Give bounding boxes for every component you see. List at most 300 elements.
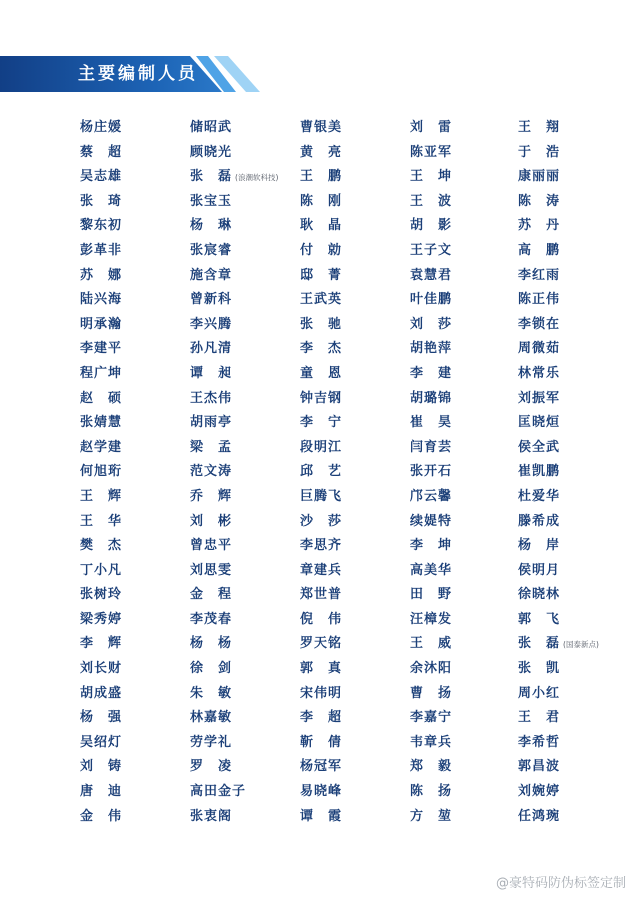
name-row: [0, 311, 640, 336]
name-cell: [410, 114, 530, 139]
person-name: 李兴腾: [190, 316, 233, 332]
name-cell: [300, 729, 420, 754]
name-row: [0, 532, 640, 557]
person-name: 付 勍: [300, 242, 343, 258]
person-name: 段明江: [300, 439, 343, 455]
name-cell: [410, 335, 530, 360]
name-cell: [300, 508, 420, 533]
name-cell: [80, 212, 200, 237]
name-row: [0, 753, 640, 778]
person-name: 刘思雯: [190, 562, 233, 578]
person-name: 章建兵: [300, 562, 343, 578]
person-name: 崔凯鹏: [518, 464, 561, 480]
watermark: @豪特码防伪标签定制: [495, 876, 626, 891]
person-name: 李 辉: [80, 636, 123, 652]
person-name: 崔 昊: [410, 415, 453, 431]
name-cell: [190, 286, 310, 311]
name-cell: [80, 630, 200, 655]
name-cell: [80, 188, 200, 213]
person-name: 续媞特: [410, 513, 453, 529]
name-cell: [80, 606, 200, 631]
person-name: 张开石: [410, 464, 453, 480]
name-cell: [190, 434, 310, 459]
person-name: 樊 杰: [80, 538, 123, 554]
person-name: 储昭武: [190, 120, 233, 135]
name-cell: [300, 532, 420, 557]
name-row: [0, 139, 640, 164]
person-name: 吴绍灯: [80, 734, 123, 750]
name-row: [0, 508, 640, 533]
name-cell: [80, 532, 200, 557]
name-cell: [80, 163, 200, 188]
name-cell: [190, 655, 310, 680]
person-name: 杨冠军: [300, 759, 343, 775]
person-name: 杨 杨: [190, 636, 233, 652]
name-cell: [190, 262, 310, 287]
person-name: 高田金子: [190, 784, 247, 800]
person-name: 吴志雄: [80, 169, 123, 185]
name-cell: [410, 311, 530, 336]
name-cell: [518, 262, 638, 287]
person-name: 明承瀚: [80, 316, 123, 332]
person-name: 李锁在: [518, 316, 561, 332]
name-row: [0, 483, 640, 508]
name-cell: [80, 360, 200, 385]
name-cell: [410, 286, 530, 311]
person-name: 胡雨亭: [190, 415, 233, 431]
name-cell: [518, 729, 638, 754]
name-cell: [410, 139, 530, 164]
name-cell: [300, 557, 420, 582]
name-cell: [300, 212, 420, 237]
person-name: 金 程: [190, 587, 233, 603]
person-name: 李红雨: [518, 267, 561, 283]
name-cell: [518, 360, 638, 385]
name-row: [0, 778, 640, 803]
name-cell: [190, 237, 310, 262]
person-name: 黄 亮: [300, 144, 343, 160]
person-name: 顾晓光: [190, 144, 233, 160]
name-cell: [410, 385, 530, 410]
affiliation-note: (国泰新点): [563, 640, 599, 650]
name-cell: [410, 729, 530, 754]
name-cell: [518, 114, 638, 139]
name-cell: [518, 704, 638, 729]
person-name: 王武英: [300, 292, 343, 308]
name-cell: [518, 655, 638, 680]
person-name: 张树玲: [80, 587, 123, 603]
name-row: [0, 262, 640, 287]
name-cell: [410, 753, 530, 778]
name-cell: [410, 508, 530, 533]
person-name: 张 凯: [518, 661, 561, 677]
person-name: 闫育芸: [410, 439, 453, 455]
person-name: 李 宁: [300, 415, 343, 431]
person-name: 孙凡清: [190, 341, 233, 357]
name-cell: [190, 139, 310, 164]
name-cell: [300, 483, 420, 508]
person-name: 陈亚军: [410, 144, 453, 160]
person-name: 王 鹏: [300, 169, 343, 185]
person-name: 袁慧君: [410, 267, 453, 283]
person-name: 张宸睿: [190, 242, 233, 258]
name-cell: [410, 581, 530, 606]
name-cell: [190, 188, 310, 213]
name-cell: [190, 360, 310, 385]
name-cell: [300, 606, 420, 631]
name-cell: [518, 188, 638, 213]
name-cell: [410, 188, 530, 213]
name-cell: [190, 606, 310, 631]
person-name: 高 鹏: [518, 242, 561, 258]
person-name: 黎东初: [80, 218, 123, 234]
name-cell: [300, 360, 420, 385]
name-row: [0, 114, 640, 139]
name-row: [0, 335, 640, 360]
name-row: [0, 434, 640, 459]
person-name: 胡成盛: [80, 685, 123, 701]
name-cell: [410, 458, 530, 483]
name-row: [0, 630, 640, 655]
name-cell: [80, 139, 200, 164]
name-cell: [80, 508, 200, 533]
person-name: 侯全武: [518, 439, 561, 455]
person-name: 陈正伟: [518, 292, 561, 308]
name-cell: [190, 557, 310, 582]
person-name: 郭昌波: [518, 759, 561, 775]
name-cell: [410, 704, 530, 729]
name-cell: [410, 803, 530, 828]
person-name: 林嘉敏: [190, 710, 233, 726]
person-name: 丁小凡: [80, 562, 123, 578]
name-row: [0, 729, 640, 754]
section-banner: [0, 56, 270, 92]
name-cell: [300, 581, 420, 606]
person-name: 任鸿琬: [518, 808, 561, 824]
person-name: 陈 涛: [518, 193, 561, 209]
name-cell: [518, 212, 638, 237]
name-cell: [190, 311, 310, 336]
person-name: 郑世普: [300, 587, 343, 603]
section-title: 主要编制人员: [78, 64, 198, 84]
person-name: 郭 飞: [518, 611, 561, 627]
person-name: 苏 丹: [518, 218, 561, 234]
name-cell: [80, 409, 200, 434]
person-name: 罗天铭: [300, 636, 343, 652]
person-name: 钟吉钢: [300, 390, 343, 406]
name-cell: [518, 163, 638, 188]
person-name: 李茂春: [190, 611, 233, 627]
person-name: 杨庄媛: [80, 120, 123, 135]
name-cell: [190, 680, 310, 705]
person-name: 田 野: [410, 587, 453, 603]
name-row: [0, 385, 640, 410]
name-row: [0, 212, 640, 237]
person-name: 梁秀婷: [80, 611, 123, 627]
name-cell: [300, 262, 420, 287]
name-cell: [300, 114, 420, 139]
name-cell: [300, 311, 420, 336]
person-name: 王 辉: [80, 488, 123, 504]
name-cell: [80, 803, 200, 828]
name-row: [0, 606, 640, 631]
name-cell: [300, 385, 420, 410]
name-cell: [410, 778, 530, 803]
name-cell: [410, 630, 530, 655]
person-name: 王子文: [410, 242, 453, 258]
person-name: 张 磊: [518, 636, 561, 652]
person-name: 周微茹: [518, 341, 561, 357]
person-name: 陈 扬: [410, 784, 453, 800]
person-name: 郭 真: [300, 661, 343, 677]
name-row: [0, 704, 640, 729]
name-cell: [80, 655, 200, 680]
name-cell: [190, 409, 310, 434]
person-name: 靳 倩: [300, 734, 343, 750]
person-name: 范文涛: [190, 464, 233, 480]
person-name: 韦章兵: [410, 734, 453, 750]
person-name: 朱 敏: [190, 685, 233, 701]
name-row: [0, 803, 640, 828]
person-name: 陆兴海: [80, 292, 123, 308]
name-row: [0, 557, 640, 582]
person-name: 刘 铸: [80, 759, 123, 775]
person-name: 余沐阳: [410, 661, 453, 677]
person-name: 胡璐锦: [410, 390, 453, 406]
name-cell: [518, 803, 638, 828]
name-cell: [518, 778, 638, 803]
name-row: [0, 286, 640, 311]
person-name: 杨 强: [80, 710, 123, 726]
name-row: [0, 458, 640, 483]
name-cell: [410, 606, 530, 631]
name-cell: [80, 729, 200, 754]
name-cell: [190, 458, 310, 483]
person-name: 胡 影: [410, 218, 453, 234]
name-cell: [80, 237, 200, 262]
name-cell: [518, 606, 638, 631]
name-row: [0, 188, 640, 213]
name-cell: [300, 704, 420, 729]
person-name: 施含章: [190, 267, 233, 283]
name-cell: [190, 508, 310, 533]
person-name: 蔡 超: [80, 144, 123, 160]
name-cell: [410, 360, 530, 385]
person-name: 李思齐: [300, 538, 343, 554]
name-cell: [80, 335, 200, 360]
person-name: 王 威: [410, 636, 453, 652]
person-name: 李建平: [80, 341, 123, 357]
person-name: 宋伟明: [300, 685, 343, 701]
person-name: 李 超: [300, 710, 343, 726]
person-name: 杜爱华: [518, 488, 561, 504]
person-name: 梁 孟: [190, 439, 233, 455]
person-name: 胡艳萍: [410, 341, 453, 357]
name-cell: [300, 680, 420, 705]
name-row: [0, 360, 640, 385]
person-name: 谭 霞: [300, 808, 343, 824]
person-name: 曾新科: [190, 292, 233, 308]
person-name: 苏 娜: [80, 267, 123, 283]
person-name: 滕希成: [518, 513, 561, 529]
name-cell: [410, 655, 530, 680]
person-name: 匡晓烜: [518, 415, 561, 431]
name-cell: [190, 114, 310, 139]
name-cell: [518, 335, 638, 360]
name-cell: [518, 753, 638, 778]
name-cell: [518, 409, 638, 434]
person-name: 邝云馨: [410, 488, 453, 504]
person-name: 彭革非: [80, 242, 123, 258]
person-name: 何旭珩: [80, 464, 123, 480]
name-cell: [410, 262, 530, 287]
name-cell: [300, 286, 420, 311]
person-name: 张宝玉: [190, 193, 233, 209]
name-cell: [410, 680, 530, 705]
person-name: 郑 毅: [410, 759, 453, 775]
name-row: [0, 680, 640, 705]
person-name: 童 恩: [300, 365, 343, 381]
person-name: 汪樟发: [410, 611, 453, 627]
person-name: 王 华: [80, 513, 123, 529]
name-cell: [518, 458, 638, 483]
name-cell: [410, 532, 530, 557]
name-cell: [300, 335, 420, 360]
person-name: 刘 雷: [410, 120, 453, 135]
name-cell: [300, 803, 420, 828]
name-cell: [518, 532, 638, 557]
name-cell: [300, 655, 420, 680]
person-name: 徐晓林: [518, 587, 561, 603]
person-name: 赵学建: [80, 439, 123, 455]
name-cell: [518, 286, 638, 311]
person-name: 康丽丽: [518, 169, 561, 185]
person-name: 沙 莎: [300, 513, 343, 529]
name-cell: [80, 114, 200, 139]
name-row: [0, 409, 640, 434]
name-cell: [80, 434, 200, 459]
person-name: 赵 硕: [80, 390, 123, 406]
name-cell: [410, 434, 530, 459]
name-cell: [80, 778, 200, 803]
name-cell: [518, 139, 638, 164]
name-cell: [300, 409, 420, 434]
name-cell: [80, 286, 200, 311]
name-cell: [410, 163, 530, 188]
name-row: [0, 237, 640, 262]
name-cell: [300, 188, 420, 213]
person-name: 邱 艺: [300, 464, 343, 480]
person-name: 刘 莎: [410, 316, 453, 332]
person-name: 张婧慧: [80, 415, 123, 431]
name-cell: [300, 778, 420, 803]
person-name: 张 磊: [190, 169, 233, 185]
name-cell: [190, 532, 310, 557]
person-name: 耿 晶: [300, 218, 343, 234]
person-name: 罗 凌: [190, 759, 233, 775]
name-cell: [190, 163, 310, 188]
name-cell: [80, 753, 200, 778]
person-name: 谭 昶: [190, 365, 233, 381]
name-cell: [518, 581, 638, 606]
name-row: [0, 655, 640, 680]
name-cell: [300, 630, 420, 655]
person-name: 高美华: [410, 562, 453, 578]
name-row: [0, 581, 640, 606]
name-cell: [80, 262, 200, 287]
name-cell: [518, 237, 638, 262]
name-cell: [190, 212, 310, 237]
name-cell: [410, 212, 530, 237]
name-cell: [518, 311, 638, 336]
name-cell: [410, 557, 530, 582]
person-name: 王杰伟: [190, 390, 233, 406]
person-name: 巨腾飞: [300, 488, 343, 504]
name-cell: [190, 630, 310, 655]
person-name: 王 波: [410, 193, 453, 209]
name-cell: [80, 483, 200, 508]
person-name: 周小红: [518, 685, 561, 701]
person-name: 杨 岸: [518, 538, 561, 554]
name-cell: [80, 458, 200, 483]
affiliation-note: (浪潮软科技): [235, 173, 279, 183]
person-name: 徐 剑: [190, 661, 233, 677]
name-cell: [190, 778, 310, 803]
name-cell: [518, 483, 638, 508]
person-name: 李希哲: [518, 734, 561, 750]
person-name: 王 君: [518, 710, 561, 726]
name-cell: [190, 753, 310, 778]
name-cell: [80, 557, 200, 582]
person-name: 王 翔: [518, 120, 561, 135]
person-name: 陈 刚: [300, 193, 343, 209]
name-cell: [190, 581, 310, 606]
person-name: 张 驰: [300, 316, 343, 332]
name-cell: [410, 483, 530, 508]
person-name: 张 琦: [80, 193, 123, 209]
person-name: 刘婉婷: [518, 784, 561, 800]
person-name: 曹银美: [300, 120, 343, 135]
person-name: 刘振军: [518, 390, 561, 406]
name-cell: [80, 385, 200, 410]
name-cell: [80, 581, 200, 606]
name-cell: [190, 483, 310, 508]
name-cell: [300, 434, 420, 459]
person-name: 金 伟: [80, 808, 123, 824]
name-cell: [190, 704, 310, 729]
person-name: 林常乐: [518, 365, 561, 381]
person-name: 李嘉宁: [410, 710, 453, 726]
person-name: 杨 琳: [190, 218, 233, 234]
name-cell: [300, 139, 420, 164]
name-cell: [300, 458, 420, 483]
name-cell: [518, 557, 638, 582]
name-cell: [190, 385, 310, 410]
person-name: 易晓峰: [300, 784, 343, 800]
name-cell: [190, 729, 310, 754]
name-cell: [518, 680, 638, 705]
person-name: 乔 辉: [190, 488, 233, 504]
person-name: 程广坤: [80, 365, 123, 381]
name-cell: [190, 803, 310, 828]
person-name: 李 建: [410, 365, 453, 381]
name-cell: [300, 753, 420, 778]
person-name: 王 坤: [410, 169, 453, 185]
name-cell: [410, 237, 530, 262]
name-cell: [80, 680, 200, 705]
name-cell: [518, 630, 638, 655]
name-cell: [80, 704, 200, 729]
